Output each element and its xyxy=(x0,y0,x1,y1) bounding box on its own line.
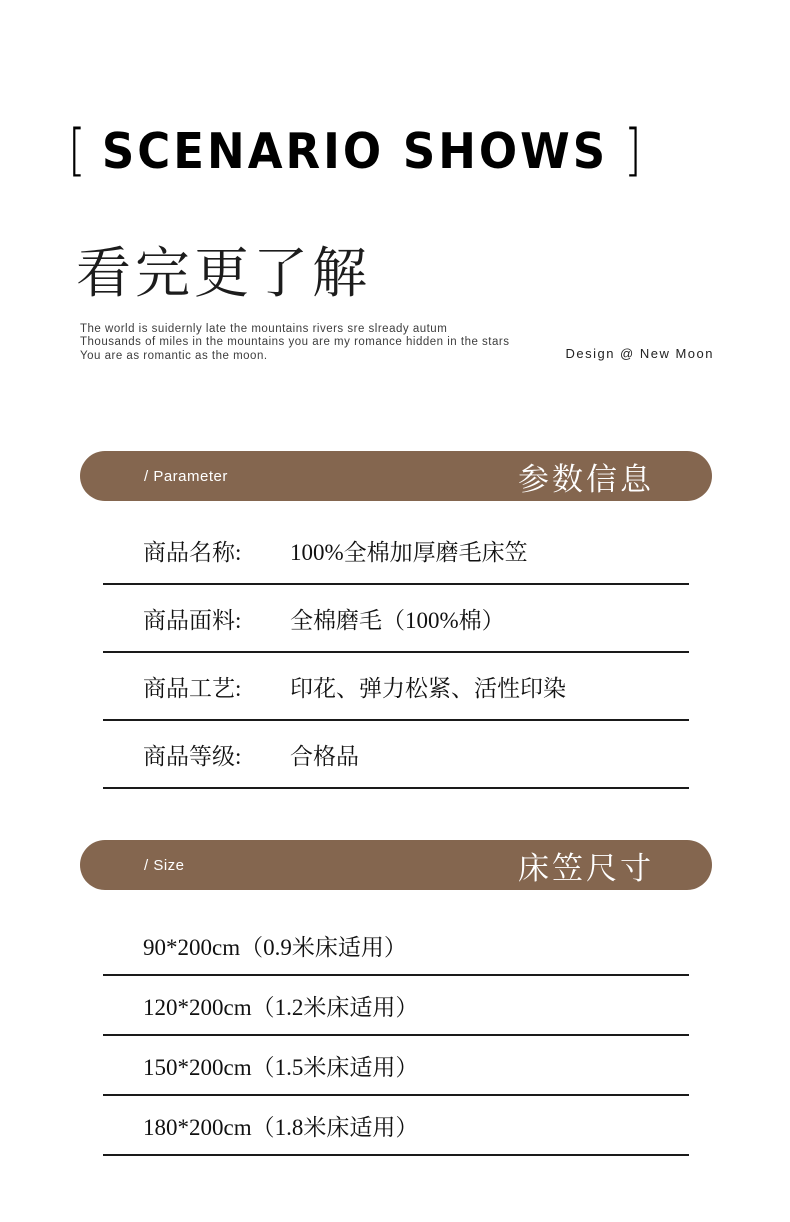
subtitle-row xyxy=(80,323,714,364)
param-value: 全棉磨毛（100%棉） xyxy=(290,607,505,633)
hero-section xyxy=(0,118,790,363)
parameter-table xyxy=(103,517,689,789)
scenario-shows-logo xyxy=(66,118,790,183)
list-item: 90*200cm（0.9米床适用） xyxy=(103,916,689,976)
page-title: 看完更了解 xyxy=(76,243,372,304)
param-label: 商品名称: xyxy=(143,539,242,565)
parameter-banner-title-zh: 参数信息 xyxy=(518,461,654,497)
table-row xyxy=(103,721,689,789)
subtitle-line-2: Thousands of miles in the mountains you are my romance hidden in the stars xyxy=(80,336,510,348)
size-table xyxy=(103,916,689,1156)
size-section xyxy=(0,840,790,1156)
table-row xyxy=(103,585,689,653)
parameter-banner xyxy=(80,451,712,501)
subtitle-line-1: The world is suidernly late the mountains rivers sre slready autum xyxy=(80,322,448,335)
design-credit: Design @ New Moon xyxy=(565,346,714,361)
param-label: 商品工艺: xyxy=(143,675,242,701)
logo-bracket-left: [ xyxy=(68,118,86,183)
param-label: 商品面料: xyxy=(143,607,242,633)
param-value: 合格品 xyxy=(290,743,359,769)
table-row xyxy=(103,517,689,585)
list-item: 150*200cm（1.5米床适用） xyxy=(103,1036,689,1096)
param-label: 商品等级: xyxy=(143,743,242,769)
parameter-banner-label-en: / Parameter xyxy=(144,467,228,485)
logo-bracket-right: ] xyxy=(624,118,642,183)
param-value: 100%全棉加厚磨毛床笠 xyxy=(290,539,528,565)
size-banner xyxy=(80,840,712,890)
logo-text: SCENARIO SHOWS xyxy=(101,122,609,180)
parameter-section xyxy=(0,451,790,789)
param-value: 印花、弹力松紧、活性印染 xyxy=(290,675,566,701)
size-banner-title-zh: 床笠尺寸 xyxy=(518,850,654,886)
list-item: 120*200cm（1.2米床适用） xyxy=(103,976,689,1036)
subtitle-line-3: You are as romantic as the moon. xyxy=(80,349,268,362)
subtitle-text xyxy=(80,323,509,364)
list-item: 180*200cm（1.8米床适用） xyxy=(103,1096,689,1156)
size-banner-label-en: / Size xyxy=(144,856,185,874)
table-row xyxy=(103,653,689,721)
